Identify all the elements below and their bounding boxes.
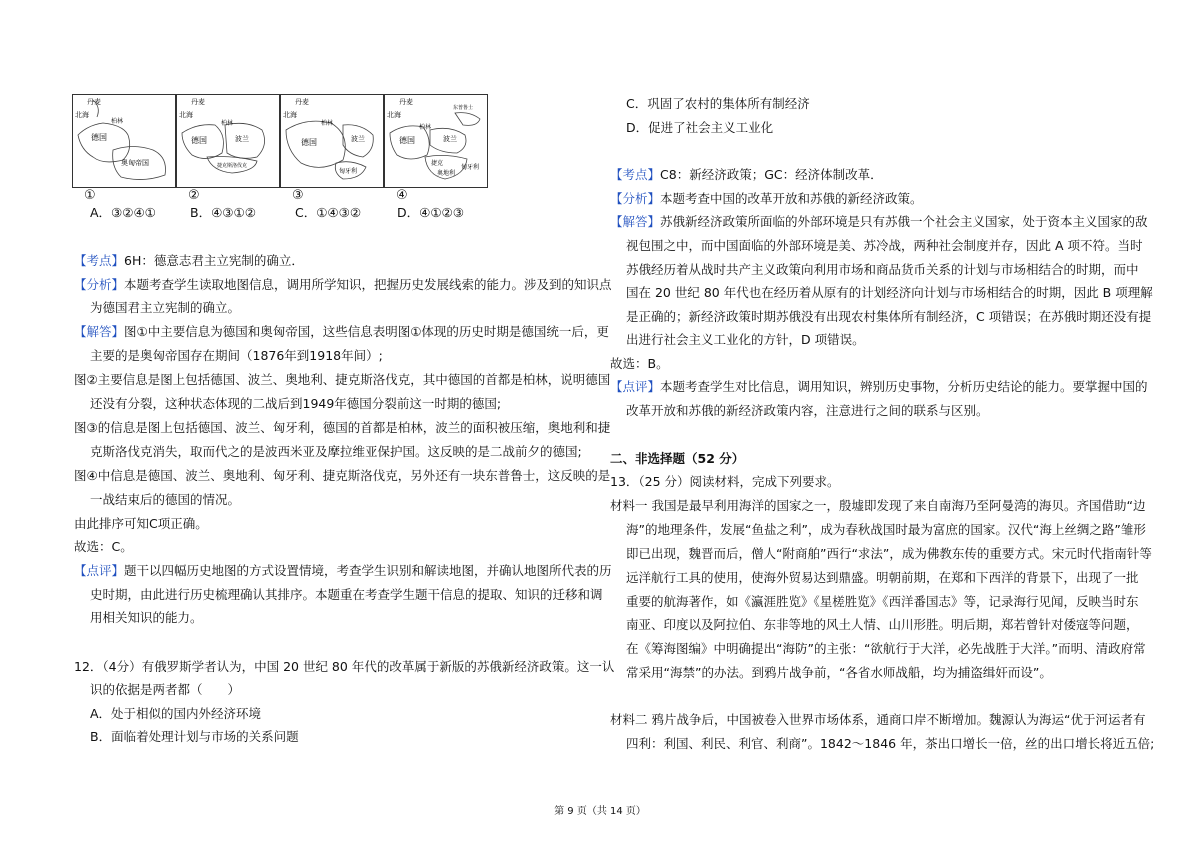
map-label: 柏林 (321, 120, 334, 127)
material-1-cont: 即已出现，魏晋而后，僧人“附商舶”西行“求法”，成为佛教东传的重要方式。宋元时代指南针等 (626, 546, 1152, 561)
dianping (610, 379, 1148, 395)
historical-map-1 (72, 94, 176, 188)
question-13: 13．（25 分）阅读材料，完成下列要求。 (610, 474, 840, 489)
map-label: 丹麦 (87, 98, 101, 106)
map-label: 柏林 (111, 118, 124, 125)
para-map4: 图④中信息是德国、波兰、奥地利、匈牙利、捷克斯洛伐克，另外还有一块东普鲁士，这反映的是 (74, 468, 611, 483)
conclusion: 由此排序可知C项正确。 (74, 516, 208, 531)
dianping-cont: 史时期，由此进行历史梳理确认其排序。本题重在考查学生题干信息的提取、知识的迁移和调 (90, 587, 603, 602)
map-label: 柏林 (221, 120, 234, 127)
q12-option-d: D．促进了社会主义工业化 (626, 120, 774, 135)
material-1-cont: 重要的航海著作，如《瀛涯胜览》《星槎胜览》《西洋番国志》等，记录海行见闻，反映当时东 (626, 594, 1139, 609)
map-number: ① (84, 188, 96, 203)
map-label: 奥地利 (437, 170, 456, 177)
map-label: 匈牙利 (339, 168, 358, 175)
kaodian-text: C8：新经济政策；GC：经济体制改革． (660, 167, 883, 182)
jieda (610, 214, 1148, 230)
map-label: 波兰 (235, 135, 249, 143)
historical-map-3 (280, 94, 384, 188)
para-map4-cont: 一战结束后的德国的情况。 (90, 492, 241, 507)
question-12: 12．（4分）有俄罗斯学者认为，中国 20 世纪 80 年代的改革属于新版的苏俄新经济政策。这一认 (74, 659, 615, 674)
map-label: 北海 (283, 111, 297, 119)
map-label: 德国 (399, 136, 415, 145)
kaodian (610, 167, 883, 183)
map-number: ④ (396, 188, 408, 203)
map-number: ③ (292, 188, 304, 203)
fenxi-text: 本题考查学生读取地图信息，调用所学知识，把握历史发展线索的能力。涉及到的知识点 (124, 277, 612, 292)
page-footer: 第 9 页（共 14 页） (554, 806, 646, 817)
jieda-cont: 国在 20 世纪 80 年代也在经历着从原有的计划经济向计划与市场相结合的时期，因此 B 项理解 (626, 285, 1153, 300)
jieda-tag: 【解答】 (74, 324, 125, 339)
fenxi-cont: 为德国君主立宪制的确立。 (90, 300, 241, 315)
map-label: 德国 (91, 133, 107, 142)
map-label: 奥匈帝国 (121, 159, 149, 167)
q12-option-c: C．巩固了农村的集体所有制经济 (626, 96, 810, 111)
jieda-text: 苏俄新经济政策所面临的外部环境是只有苏俄一个社会主义国家，处于资本主义国家的敌 (660, 214, 1148, 229)
map-label: 德国 (191, 136, 207, 145)
map-label: 丹麦 (399, 98, 413, 106)
map-label: 波兰 (443, 135, 457, 143)
material-2-cont: 四利：利国、利民、利官、利商”。1842～1846 年，茶出口增长一倍，丝的出口增长将近五倍; (626, 736, 1155, 751)
fenxi-text: 本题考查中国的改革开放和苏俄的新经济政策。 (660, 191, 923, 206)
fenxi (610, 191, 923, 207)
map-label: 东普鲁士 (453, 105, 474, 111)
dianping-text: 本题考查学生对比信息，调用知识，辨别历史事物，分析历史结论的能力。要掌握中国的 (660, 379, 1148, 394)
para-map3-cont: 克斯洛伐克消失，取而代之的是波西米亚及摩拉维亚保护国。这反映的是二战前夕的德国; (90, 444, 582, 459)
map-label: 捷克斯洛伐克 (217, 163, 248, 169)
dianping-text: 题干以四幅历史地图的方式设置情境，考查学生识别和解读地图，并确认地图所代表的历 (124, 563, 612, 578)
jieda-cont: 苏俄经历着从战时共产主义政策向利用市场和商品货币关系的计划与市场相结合的时期，而中 (626, 262, 1139, 277)
historical-map-4 (384, 94, 488, 188)
map-number: ② (188, 188, 200, 203)
map-label: 匈牙利 (461, 164, 480, 171)
option-a: A．③②④① (90, 205, 156, 220)
map-label: 北海 (75, 111, 89, 119)
q12-option-b: B．面临着处理计划与市场的关系问题 (90, 729, 299, 744)
material-1-cont: 远洋航行工具的使用，使海外贸易达到鼎盛。明朝前期，在郑和下西洋的背景下，出现了一批 (626, 570, 1139, 585)
map-label: 德国 (301, 138, 317, 147)
fenxi-tag: 【分析】 (610, 191, 661, 206)
kaodian-tag: 【考点】 (74, 253, 125, 268)
dianping-cont: 用相关知识的能力。 (90, 610, 203, 625)
fenxi (74, 277, 612, 293)
material-1-cont: 南亚、印度以及阿拉伯、东非等地的风土人情、山川形胜。明后期，郑若曾针对倭寇等问题， (626, 617, 1139, 632)
option-b: B．④③①② (190, 205, 256, 220)
dianping (74, 563, 612, 579)
fenxi-tag: 【分析】 (74, 277, 125, 292)
map-label: 丹麦 (191, 98, 205, 106)
dianping-tag: 【点评】 (610, 379, 661, 394)
section-heading: 二、非选择题（52 分） (610, 451, 745, 466)
map-label: 北海 (387, 111, 401, 119)
option-c: C．①④③② (295, 205, 362, 220)
dianping-tag: 【点评】 (74, 563, 125, 578)
material-2: 材料二 鸦片战争后，中国被卷入世界市场体系，通商口岸不断增加。魏源认为海运“优于河运者有 (610, 712, 1146, 727)
kaodian-tag: 【考点】 (610, 167, 661, 182)
question-12-cont: 识的依据是两者都（ ） (90, 682, 241, 697)
material-1-cont: 常采用“海禁”的办法。到鸦片战争前，“各省水师战船，均为捕盗缉奸而设”。 (626, 665, 1052, 680)
jieda-text: 图①中主要信息为德国和奥匈帝国，这些信息表明图①体现的历史时期是德国统一后，更 (124, 324, 609, 339)
answer: 故选：C。 (74, 539, 133, 554)
jieda (74, 324, 609, 340)
para-map2: 图②主要信息是图上包括德国、波兰、奥地利、捷克斯洛伐克，其中德国的首都是柏林，说明德国 (74, 372, 611, 387)
jieda-cont: 主要的是奥匈帝国存在期间（1876年到1918年间）; (90, 348, 383, 363)
historical-map-2 (176, 94, 280, 188)
jieda-tag: 【解答】 (610, 214, 661, 229)
kaodian-text: 6H：德意志君主立宪制的确立． (124, 253, 304, 268)
q12-option-a: A．处于相似的国内外经济环境 (90, 706, 262, 721)
material-1-cont: 海”的地理条件，发展“鱼盐之利”，成为春秋战国时最为富庶的国家。汉代“海上丝绸之路”雏形 (626, 522, 1146, 537)
map-label: 丹麦 (295, 98, 309, 106)
jieda-cont: 是正确的；新经济政策时期苏俄没有出现农村集体所有制经济，C 项错误；在苏俄时期还没有提 (626, 309, 1152, 324)
material-1: 材料一 我国是最早利用海洋的国家之一，殷墟即发现了来自南海乃至阿曼湾的海贝。齐国借助“边 (610, 498, 1146, 513)
jieda-cont: 出进行社会主义工业化的方针，D 项错误。 (626, 332, 865, 347)
map-label: 波兰 (351, 135, 365, 143)
kaodian (74, 253, 304, 269)
jieda-cont: 视包围之中，而中国面临的外部环境是美、苏冷战，两种社会制度并存，因此 A 项不符。当时 (626, 238, 1143, 253)
para-map2-cont: 还没有分裂，这种状态体现的二战后到1949年德国分裂前这一时期的德国; (90, 396, 502, 411)
map-label: 柏林 (419, 124, 432, 131)
map-label: 北海 (179, 111, 193, 119)
option-d: D．④①②③ (397, 205, 464, 220)
para-map3: 图③的信息是图上包括德国、波兰、匈牙利，德国的首都是柏林，波兰的面积被压缩，奥地利和捷 (74, 420, 611, 435)
material-1-cont: 在《筹海图编》中明确提出“海防”的主张：“欲航行于大洋，必先战胜于大洋。”而明、清政府常 (626, 641, 1146, 656)
answer: 故选：B。 (610, 356, 669, 371)
dianping-cont: 改革开放和苏俄的新经济政策内容，注意进行之间的联系与区别。 (626, 403, 989, 418)
map-label: 捷克 (431, 160, 444, 167)
